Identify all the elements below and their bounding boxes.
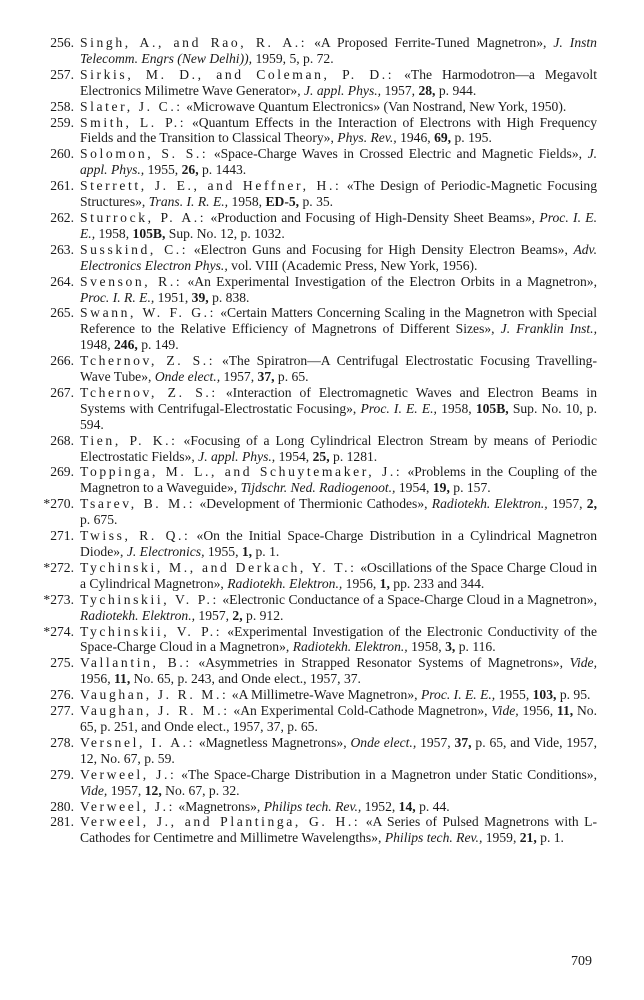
reference-year: 1957,	[420, 734, 451, 750]
reference-title: «An Experimental Investigation of the Electron Orbits in a Magnetron»,	[187, 273, 598, 289]
reference-year: 1958,	[98, 225, 130, 241]
reference-author: Solomon, S. S.:	[80, 146, 209, 162]
reference-item	[22, 146, 597, 178]
reference-text	[80, 242, 597, 274]
reference-title: «On the Initial Space-Charge Distribution in a Cylindrical Magnetron Diode»,	[80, 528, 598, 559]
reference-pages: No. 65, p. 251, and Onde elect., 1957, 37, p. 65.	[80, 703, 597, 734]
reference-item	[22, 735, 597, 767]
reference-year: 1948,	[80, 337, 111, 353]
reference-author: Slater, J. C.:	[80, 98, 183, 114]
reference-number: *273.	[43, 591, 74, 607]
reference-title: «The Harmodotron—a Megavolt Electronics Milimetre Wave Generator»,	[80, 66, 597, 98]
reference-volume: 1,	[379, 575, 390, 591]
reference-title: «A Series of Pulsed Magnetrons with L-Cathodes for Centimetre and Millimetre Wavelengths»,	[80, 814, 597, 846]
reference-title: «Electron Guns and Focusing for High Density Electron Beams»,	[193, 241, 568, 257]
reference-text	[80, 353, 597, 385]
reference-author: Singh, A., and Rao, R. A.:	[80, 35, 308, 50]
reference-number: 269.	[50, 464, 74, 480]
reference-pages: pp. 233 and 344.	[393, 575, 485, 591]
reference-item	[22, 767, 597, 799]
reference-year: 1952,	[364, 798, 396, 814]
reference-author: Twiss, R. Q.:	[80, 528, 191, 544]
reference-volume: 25,	[312, 448, 330, 464]
reference-author: Svenson, R.:	[80, 273, 183, 289]
reference-volume: 21,	[519, 830, 537, 846]
reference-text	[80, 687, 597, 703]
reference-author: Vallantin, B.:	[80, 655, 192, 671]
reference-pages: p. 35.	[302, 194, 334, 210]
reference-pages: vol. VIII (Academic Press, New York, 1956).	[231, 257, 478, 273]
reference-author: Vaughan, J. R. M.:	[80, 703, 230, 719]
reference-year: 1957,	[223, 369, 255, 385]
reference-text	[80, 703, 597, 735]
reference-number: 264.	[50, 273, 74, 289]
reference-year: 1957,	[384, 82, 416, 98]
reference-author: Verweel, J., and Plantinga, G. H.:	[80, 814, 361, 830]
reference-year: 1951,	[157, 289, 189, 305]
reference-number: 268.	[50, 432, 74, 448]
reference-item	[22, 178, 597, 210]
reference-text	[80, 146, 597, 178]
reference-journal: Onde elect.,	[154, 369, 221, 385]
reference-title: «The Spiratron—A Centrifugal Electrostatic Focusing Travelling-Wave Tube»,	[80, 353, 597, 385]
reference-author: Tychinskii, V. P.:	[80, 623, 223, 639]
reference-journal: Philips tech. Rev.,	[263, 798, 362, 814]
page-number: 709	[571, 954, 592, 969]
reference-number: 259.	[50, 114, 74, 130]
reference-journal: J. appl. Phys.,	[304, 82, 382, 98]
reference-pages: 1959, 5, p. 72.	[255, 50, 334, 66]
reference-title: «Focusing of a Long Cylindrical Electron Stream by means of Periodic Electrostatic Fields»,	[80, 432, 597, 464]
reference-number: 263.	[50, 241, 74, 257]
reference-author: Tchernov, Z. S.:	[80, 353, 216, 369]
reference-item	[22, 210, 597, 242]
reference-title: «The Space-Charge Distribution in a Magnetron under Static Conditions»,	[181, 766, 597, 782]
reference-number: 277.	[50, 703, 74, 719]
reference-item	[22, 592, 597, 624]
reference-author: Toppinga, M. L., and Schuytemaker, J.:	[80, 464, 403, 480]
reference-number: 280.	[50, 798, 74, 814]
reference-pages: No. 67, p. 32.	[165, 782, 240, 798]
reference-item	[22, 464, 597, 496]
reference-journal: J. Electronics,	[126, 544, 205, 559]
reference-title: «Development of Thermionic Cathodes»,	[199, 496, 428, 512]
reference-volume: 14,	[398, 798, 416, 814]
reference-item	[22, 814, 597, 846]
reference-volume: 28,	[418, 82, 436, 98]
reference-journal: Vide,	[569, 655, 597, 671]
reference-number: 261.	[50, 178, 74, 194]
reference-year: 1956,	[522, 703, 554, 719]
reference-journal: Proc. I. E. E.,	[80, 209, 597, 241]
reference-volume: 19,	[432, 480, 450, 496]
reference-journal: Radiotekh. Elektron.,	[227, 575, 343, 591]
reference-number: *272.	[43, 559, 74, 575]
reference-pages: p. 838.	[212, 289, 250, 305]
reference-text	[80, 592, 597, 624]
reference-volume: 12,	[144, 782, 162, 798]
reference-title: «Space-Charge Waves in Crossed Electric and Magnetic Fields»,	[213, 146, 583, 162]
reference-item	[22, 353, 597, 385]
reference-text	[80, 560, 597, 592]
reference-journal: J. Instn Telecomm. Engrs (New Delhi)),	[80, 35, 597, 66]
reference-author: Tchernov, Z. S.:	[80, 384, 218, 400]
reference-journal: Proc. I. E. E.,	[420, 687, 496, 703]
reference-title: «Problems in the Coupling of the Magnetron to a Waveguide»,	[80, 464, 597, 496]
reference-pages: p. 65.	[277, 369, 309, 385]
reference-volume: 39,	[191, 289, 209, 305]
reference-year: 1959,	[485, 830, 517, 846]
reference-item	[22, 655, 597, 687]
reference-text	[80, 178, 597, 210]
reference-author: Versnel, I. A.:	[80, 734, 196, 750]
reference-item	[22, 99, 597, 115]
reference-title: «Magnetrons»,	[178, 798, 261, 814]
reference-number: 257.	[50, 66, 74, 82]
reference-item	[22, 115, 597, 147]
reference-volume: 2,	[586, 496, 597, 512]
reference-year: 1956,	[80, 671, 111, 687]
reference-author: Sturrock, P. A.:	[80, 209, 207, 225]
reference-journal: J. appl. Phys.,	[198, 448, 276, 464]
reference-volume: 1,	[241, 544, 253, 559]
reference-pages: p. 1.	[540, 830, 564, 846]
reference-text	[80, 210, 597, 242]
reference-item	[22, 528, 597, 560]
reference-author: Tychinski, M., and Derkach, Y. T.:	[80, 559, 357, 575]
reference-number: 278.	[50, 734, 74, 750]
reference-number: *274.	[43, 623, 74, 639]
reference-item	[22, 703, 597, 735]
reference-item	[22, 35, 597, 67]
reference-year: 1958,	[411, 639, 442, 655]
reference-author: Swann, W. F. G.:	[80, 305, 217, 321]
reference-title: «Asymmetries in Strapped Resonator Systems of Magnetrons»,	[198, 655, 564, 671]
reference-pages: p. 1281.	[333, 448, 378, 464]
reference-text	[80, 35, 597, 67]
reference-text	[80, 496, 597, 528]
reference-volume: 26,	[181, 162, 199, 178]
reference-year: 1955,	[147, 162, 179, 178]
reference-text	[80, 735, 597, 767]
reference-text	[80, 385, 597, 433]
reference-year: 1956,	[345, 575, 377, 591]
reference-item	[22, 496, 597, 528]
reference-journal: Vide,	[80, 782, 108, 798]
reference-author: Verweel, J.:	[80, 766, 177, 782]
reference-journal: Trans. I. R. E.,	[148, 194, 229, 210]
reference-item	[22, 560, 597, 592]
reference-title: «Microwave Quantum Electronics» (Van Nostrand, New York, 1950).	[186, 98, 567, 114]
reference-text	[80, 767, 597, 799]
reference-item	[22, 67, 597, 99]
reference-year: 1954,	[278, 448, 310, 464]
reference-journal: Vide,	[491, 703, 519, 719]
reference-volume: 103,	[532, 687, 557, 703]
reference-text	[80, 814, 597, 846]
reference-journal: Radiotekh. Elektron.,	[292, 639, 408, 655]
reference-journal: Proc. I. R. E.,	[80, 289, 155, 305]
reference-text	[80, 464, 597, 496]
reference-author: Tsarev, B. M.:	[80, 496, 196, 512]
reference-pages: p. 912.	[246, 607, 284, 623]
reference-volume: 37,	[257, 369, 275, 385]
reference-number: 266.	[50, 353, 74, 369]
reference-title: «Electronic Conductance of a Space-Charge Cloud in a Magnetron»,	[222, 591, 597, 607]
reference-text	[80, 305, 597, 353]
reference-text	[80, 624, 597, 656]
reference-number: 267.	[50, 384, 74, 400]
reference-text	[80, 274, 597, 306]
reference-item	[22, 385, 597, 433]
reference-year: 1946,	[400, 130, 431, 146]
reference-year: 1958,	[441, 400, 472, 416]
reference-text	[80, 99, 597, 115]
reference-journal: Radiotekh. Elektron.,	[80, 607, 196, 623]
reference-text	[80, 433, 597, 465]
reference-title: «A Proposed Ferrite-Tuned Magnetron»,	[314, 35, 547, 50]
reference-author: Sirkis, M. D., and Coleman, P. D.:	[80, 66, 395, 82]
reference-item	[22, 242, 597, 274]
reference-number: 279.	[50, 766, 74, 782]
reference-journal: J. Franklin Inst.,	[500, 321, 597, 337]
reference-text	[80, 655, 597, 687]
reference-title: «Magnetless Magnetrons»,	[198, 734, 347, 750]
reference-author: Vaughan, J. R. M.:	[80, 687, 229, 703]
reference-title: «An Experimental Cold-Cathode Magnetron»,	[233, 703, 488, 719]
reference-author: Susskind, C.:	[80, 241, 189, 257]
reference-title: «A Millimetre-Wave Magnetron»,	[231, 687, 418, 703]
reference-pages: p. 157.	[453, 480, 491, 496]
reference-journal: Onde elect.,	[350, 734, 417, 750]
reference-volume: 246,	[114, 337, 138, 353]
reference-journal: Philips tech. Rev.,	[384, 830, 483, 846]
reference-year: 1955,	[207, 544, 239, 559]
reference-volume: 11,	[556, 703, 574, 719]
reference-pages: p. 675.	[80, 512, 118, 528]
reference-title: «Production and Focusing of High-Density Sheet Beams»,	[210, 209, 536, 225]
reference-title: «Experimental Investigation of the Electronic Conductivity of the Space-Charge Cloud in a Magnetron»,	[80, 623, 598, 655]
reference-number: 281.	[50, 814, 74, 830]
reference-pages: p. 95.	[559, 687, 591, 703]
reference-pages: p. 65, and Vide, 1957, 12, No. 67, p. 59.	[80, 734, 597, 766]
reference-volume: 69,	[434, 130, 452, 146]
reference-item	[22, 687, 597, 703]
reference-journal: Adv. Electronics Electron Phys.,	[80, 241, 597, 273]
reference-title: «Certain Matters Concerning Scaling in the Magnetron with Special Reference to the Relative Efficiency of Magnetrons of Different Sizes»,	[80, 305, 597, 337]
reference-volume: 37,	[454, 734, 472, 750]
reference-volume: 3,	[445, 639, 456, 655]
reference-pages: No. 65, p. 243, and Onde elect., 1957, 37.	[133, 671, 361, 687]
reference-year: 1957,	[551, 496, 583, 512]
reference-year: 1958,	[231, 194, 263, 210]
reference-volume: 105B,	[132, 225, 166, 241]
reference-number: 271.	[50, 528, 74, 544]
reference-volume: ED-5,	[265, 194, 300, 210]
reference-author: Sterrett, J. E., and Heffner, H.:	[80, 178, 342, 194]
reference-year: 1957,	[198, 607, 230, 623]
reference-item	[22, 274, 597, 306]
reference-year: 1957,	[110, 782, 142, 798]
reference-pages: p. 149.	[141, 337, 179, 353]
reference-number: 256.	[50, 35, 74, 50]
reference-title: «Quantum Effects in the Interaction of Electrons with High Frequency Fields and the Transition to Classical Theory»,	[80, 114, 597, 146]
reference-volume: 2,	[232, 607, 243, 623]
reference-number: *270.	[43, 496, 74, 512]
reference-journal: J. appl. Phys.,	[80, 146, 597, 178]
reference-item	[22, 624, 597, 656]
reference-pages: Sup. No. 10, p. 594.	[80, 400, 597, 432]
reference-author: Tien, P. K.:	[80, 432, 178, 448]
reference-item	[22, 433, 597, 465]
reference-pages: p. 116.	[458, 639, 496, 655]
reference-title: «Interaction of Electromagnetic Waves and Electron Beams in Systems with Centrifugal-Electrostatic Focusing»,	[80, 384, 598, 416]
reference-item	[22, 305, 597, 353]
reference-number: 275.	[50, 655, 74, 671]
reference-item	[22, 799, 597, 815]
reference-pages: p. 944.	[438, 82, 477, 98]
reference-volume: 11,	[114, 671, 131, 687]
reference-journal: Proc. I. E. E.,	[360, 400, 437, 416]
reference-journal: Radiotekh. Elektron.,	[431, 496, 548, 512]
reference-pages: p. 44.	[419, 798, 450, 814]
reference-year: 1954,	[398, 480, 430, 496]
reference-list	[22, 35, 597, 846]
reference-volume: 105B,	[475, 400, 509, 416]
reference-text	[80, 115, 597, 147]
reference-number: 260.	[50, 146, 74, 162]
reference-pages: p. 1443.	[202, 162, 247, 178]
reference-number: 258.	[50, 98, 74, 114]
reference-text	[80, 799, 597, 815]
reference-text	[80, 528, 597, 560]
reference-author: Verweel, J.:	[80, 798, 175, 814]
reference-journal: Tijdschr. Ned. Radiogenoot.,	[240, 480, 396, 496]
reference-journal: Phys. Rev.,	[337, 130, 397, 146]
reference-year: 1955,	[498, 687, 530, 703]
reference-pages: p. 1.	[255, 544, 280, 559]
reference-title: «Oscillations of the Space Charge Cloud in a Cylindrical Magnetron»,	[80, 559, 597, 591]
reference-text	[80, 67, 597, 99]
reference-pages: p. 195.	[454, 130, 492, 146]
reference-number: 276.	[50, 687, 74, 703]
reference-author: Smith, L. P.:	[80, 114, 187, 130]
reference-pages: Sup. No. 12, p. 1032.	[168, 225, 285, 241]
reference-number: 265.	[50, 305, 74, 321]
reference-author: Tychinskii, V. P.:	[80, 591, 219, 607]
reference-title: «The Design of Periodic-Magnetic Focusing Structures»,	[80, 178, 597, 210]
reference-number: 262.	[50, 209, 74, 225]
